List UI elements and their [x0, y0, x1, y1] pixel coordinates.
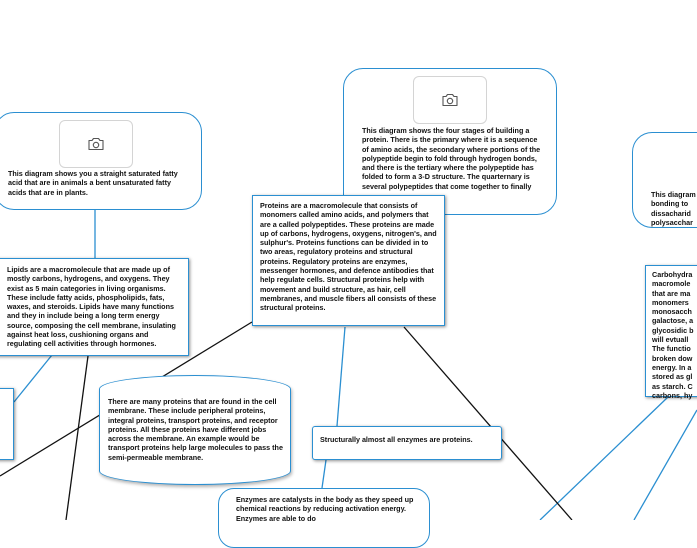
carbohydrate-diagram-text: This diagram bonding to dissacharid polysacchar	[651, 190, 696, 227]
camera-icon	[441, 93, 459, 107]
carbohydrate-diagram-node[interactable]	[632, 132, 697, 228]
connector-lipids-to-left	[14, 355, 52, 402]
membrane-proteins-text: There are many proteins that are found in the cell membrane. These include peripheral proteins, integral proteins, transport proteins, and receptor proteins. All these proteins have different jobs across the membrane. An example would be transport proteins help large molecules to pass the semi-permeable membrane.	[108, 397, 283, 462]
enzymes-catalysts-node[interactable]	[218, 488, 430, 548]
image-placeholder	[413, 76, 487, 124]
image-placeholder	[59, 120, 133, 168]
connector-lipids-down	[66, 356, 88, 520]
connector-proteins-to-enzymes	[337, 327, 345, 426]
membrane-proteins-node[interactable]	[99, 375, 291, 485]
carbohydrates-text: Carbohydra macromole that are ma monomers monosacch galactose, a glycosidic b will evtuall The functio broken dow energy. In a stored as gl as starch. C carbons, hy	[652, 270, 694, 400]
connector-proteins-to-carbs	[404, 327, 572, 520]
camera-icon	[87, 137, 105, 151]
lipids-text: Lipids are a macromolecule that are made up of mostly carbons, hydrogens, and oxygens. They exist as 5 main categories in living organisms. These include fatty acids, phospholipids, fats, waxes, and steroids. Lipids have many functions and they in include being a long term energy source, composing the cell membrane, insulating against heat loss, cushioning organs and regulating cell activities through hormones.	[7, 265, 176, 349]
lipids-node[interactable]	[0, 258, 189, 356]
protein-stages-text: This diagram shows the four stages of building a protein. There is the primary where it is a sequence of amino acids, the secondary where portions of the polypeptide begin to fold through hydrogen bonds, and there is the tertiary where the polypeptide has folded to form a 3-D structure. The quarternary is several polypeptides that come together to finally	[362, 126, 541, 191]
enzymes-catalysts-text: Enzymes are catalysts in the body as they speed up chemical reactions by reducing activation energy. Enzymes are able to do	[236, 495, 414, 523]
proteins-text: Proteins are a macromolecule that consists of monomers called amino acids, and polymers that are a called polypeptides. These proteins are made up of carbons, hydrogens, oxygens, nitrogen's, and sulphur's. Proteins functions can be divided in to two areas, regulatory proteins and structural proteins. Regulatory proteins are enzymes, messenger hormones, and defence antibodies that help regulate cells. Structural proteins help with movement and build structure, as hair, cell membranes, and muscle fibers all consists of these structural proteins.	[260, 201, 437, 313]
fatty-acid-diagram-node[interactable]	[0, 112, 202, 210]
fatty-acid-diagram-text: This diagram shows you a straight saturated fatty acid that are in animals a bent unsaturated fatty acids that are in plants.	[8, 169, 178, 197]
enzymes-structural-node[interactable]	[312, 426, 502, 460]
connector-carb-left	[540, 397, 668, 520]
connector-carb-right	[634, 410, 697, 520]
connector-enzymes-to-catalysts	[322, 460, 326, 488]
protein-stages-diagram-node[interactable]	[343, 68, 557, 215]
partial-left-node[interactable]	[0, 388, 14, 460]
carbohydrates-node[interactable]	[645, 265, 697, 400]
enzymes-structural-text: Structurally almost all enzymes are proteins.	[320, 435, 473, 444]
proteins-node[interactable]	[252, 195, 445, 326]
